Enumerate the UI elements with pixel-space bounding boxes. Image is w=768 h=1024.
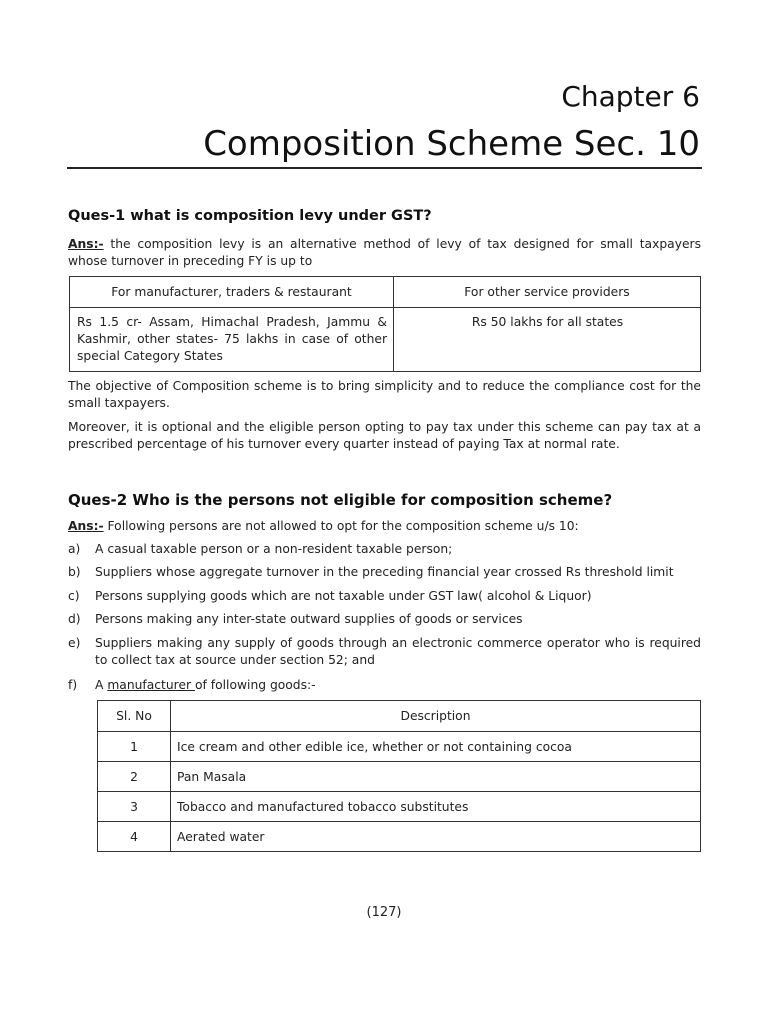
list-item-text: Suppliers whose aggregate turnover in the preceding financial year crossed Rs threshold limit (95, 565, 674, 579)
question-2-heading: Ques-2 Who is the persons not eligible for composition scheme? (68, 491, 613, 509)
list-marker: b) (68, 565, 81, 579)
table-cell: 2 (98, 762, 171, 792)
list-marker: f) (68, 678, 78, 692)
table-header-cell: Sl. No (98, 701, 171, 732)
question-2-answer (68, 518, 701, 535)
chapter-number: Chapter 6 (561, 80, 700, 113)
table-cell: Ice cream and other edible ice, whether or not containing cocoa (171, 732, 701, 762)
list-item-text: A casual taxable person or a non-resident taxable person; (95, 542, 453, 556)
list-item-text: Persons supplying goods which are not taxable under GST law( alcohol & Liquor) (95, 589, 592, 603)
goods-table (97, 700, 701, 852)
list-marker: c) (68, 589, 80, 603)
table-cell: 3 (98, 792, 171, 822)
table-header-cell: For other service providers (394, 277, 701, 308)
answer-label: Ans:- (68, 519, 104, 533)
item-f-suffix: of following goods:- (195, 678, 316, 692)
table-cell: Pan Masala (171, 762, 701, 792)
answer-text: Following persons are not allowed to opt for the composition scheme u/s 10: (103, 519, 579, 533)
list-item-text: Suppliers making any supply of goods through an electronic commerce operator who is required to collect tax at source under section 52; and (95, 636, 701, 667)
item-f-underlined: manufacturer (107, 678, 195, 692)
table-cell: Rs 50 lakhs for all states (394, 308, 701, 372)
answer-label: Ans:- (68, 237, 104, 251)
question-1-heading: Ques-1 what is composition levy under GST? (68, 208, 432, 224)
objective-paragraph: The objective of Composition scheme is to bring simplicity and to reduce the compliance cost for the small taxpayers. (68, 379, 701, 410)
list-marker: e) (68, 636, 81, 650)
page-number: (127) (366, 905, 402, 920)
table-header-cell: For manufacturer, traders & restaurant (70, 277, 394, 308)
list-item-text: Persons making any inter-state outward supplies of goods or services (95, 612, 523, 626)
table-cell: Rs 1.5 cr- Assam, Himachal Pradesh, Jammu & Kashmir, other states- 75 lakhs in case of other special Category States (70, 308, 394, 372)
moreover-paragraph: Moreover, it is optional and the eligible person opting to pay tax under this scheme can pay tax at a prescribed percentage of his turnover every quarter instead of paying Tax at normal rate. (68, 420, 701, 451)
table-row (98, 762, 701, 792)
table-header-cell: Description (171, 701, 701, 732)
chapter-title: Composition Scheme Sec. 10 (203, 124, 700, 164)
question-1-answer (68, 236, 701, 270)
table-header-row (98, 701, 701, 732)
list-item-text (95, 677, 701, 694)
table-row (98, 732, 701, 762)
table-cell: 1 (98, 732, 171, 762)
item-f-prefix: A (95, 678, 108, 692)
table-cell: Aerated water (171, 822, 701, 852)
table-row (70, 308, 701, 372)
table-header-row (70, 277, 701, 308)
table-row (98, 822, 701, 852)
title-divider (67, 167, 702, 169)
answer-text: the composition levy is an alternative method of levy of tax designed for small taxpayers whose turnover in preceding FY is up to (68, 237, 701, 268)
turnover-limit-table (69, 276, 701, 372)
table-cell: 4 (98, 822, 171, 852)
list-marker: d) (68, 612, 81, 626)
table-cell: Tobacco and manufactured tobacco substitutes (171, 792, 701, 822)
list-marker: a) (68, 542, 81, 556)
table-row (98, 792, 701, 822)
